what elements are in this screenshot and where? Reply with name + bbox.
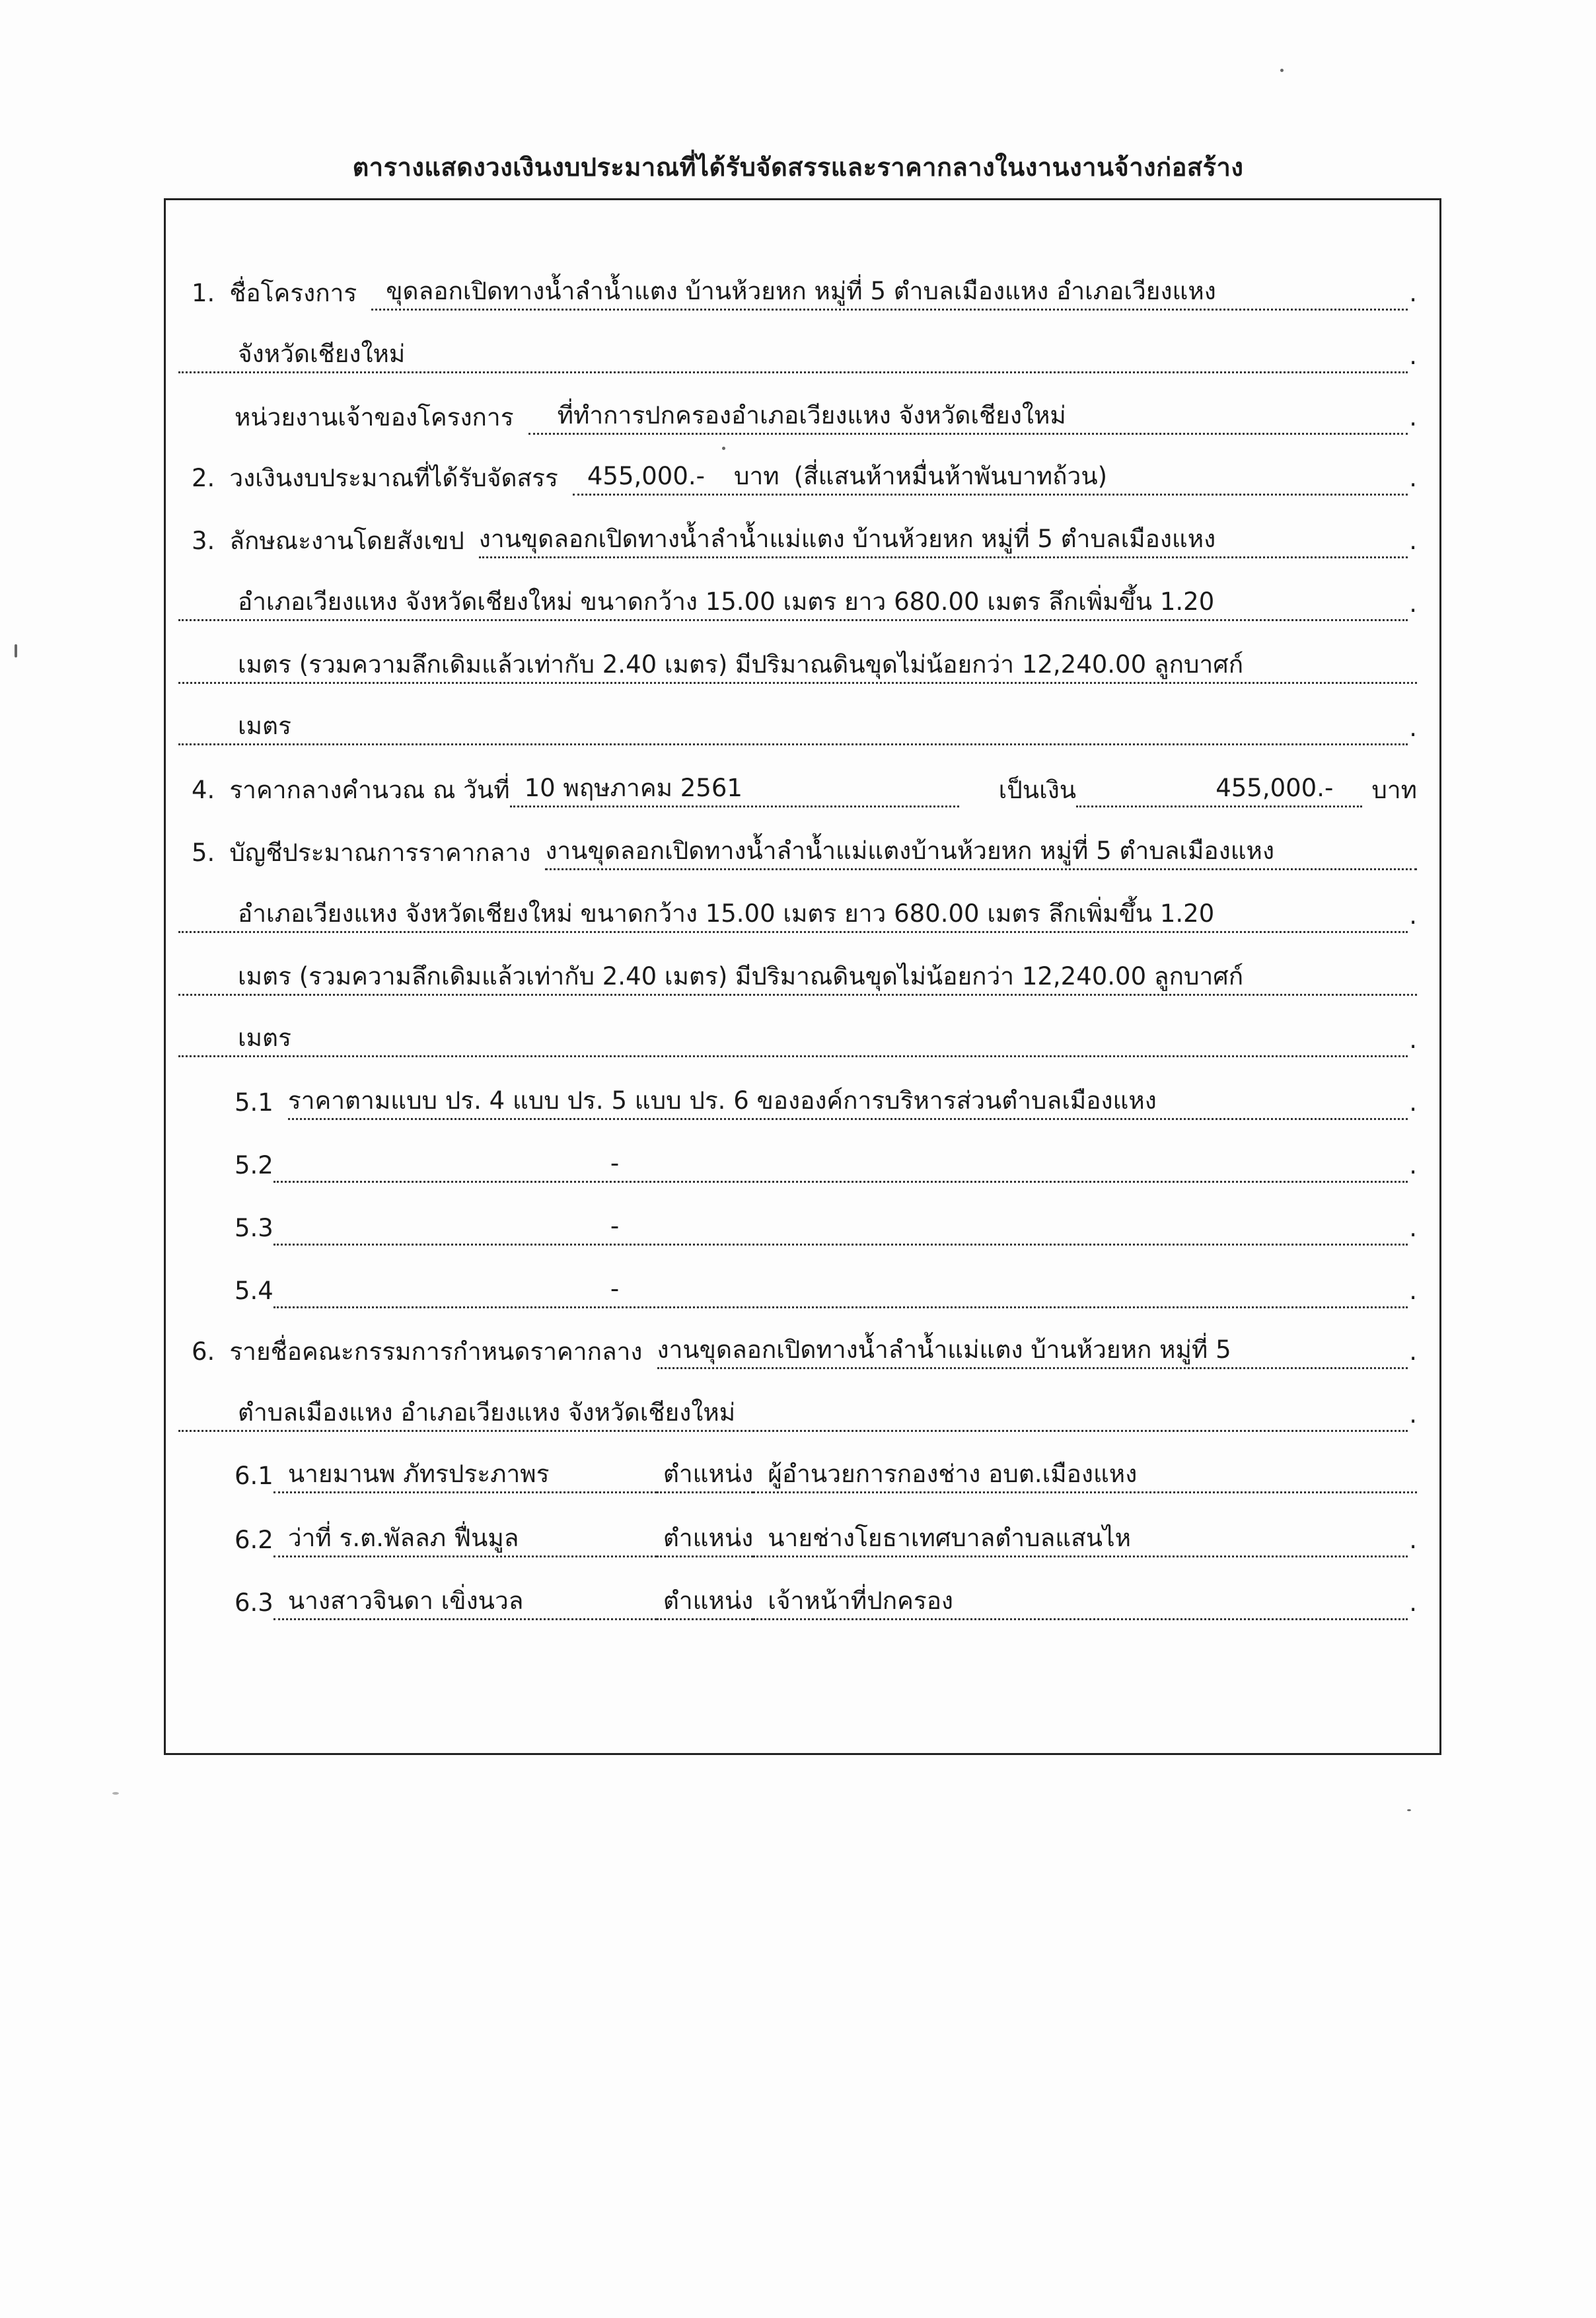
sub-text: -: [273, 1275, 1408, 1308]
budget-words: (สี่แสนห้าหมื่นห้าพันบาทถ้วน): [793, 462, 1108, 491]
item-label: ชื่อโครงการ: [229, 279, 357, 308]
item-number: 4.: [192, 776, 215, 805]
end-mark: .: [1409, 714, 1417, 743]
item3-line2: [178, 581, 1417, 621]
budget-value: [573, 463, 1408, 496]
scope-line2: อำเภอเวียงแหง จังหวัดเชียงใหม่ ขนาดกว้าง 15.00 เมตร ยาว 680.00 เมตร ลึกเพิ่มขึ้น 1.20: [178, 588, 1408, 621]
member-row: [235, 1581, 1417, 1620]
item1-owner: [235, 395, 1417, 435]
member-position-label: ตำแหน่ง: [657, 1524, 753, 1557]
sub-number: 5.2: [235, 1151, 273, 1180]
estimate-line3: เมตร (รวมความลึกเดิมแล้วเท่ากับ 2.40 เมตร) มีปริมาณดินขุดไม่น้อยกว่า 12,240.00 ลูกบาศก์: [178, 963, 1417, 996]
item-label: รายชื่อคณะกรรมการกำหนดราคากลาง: [229, 1337, 643, 1366]
reference-amount: 455,000.-: [1076, 774, 1362, 807]
item1-line1: [192, 271, 1417, 311]
item-label: บัญชีประมาณการราคากลาง: [229, 839, 531, 868]
budget-unit: บาท: [734, 462, 780, 491]
member-position: นายช่างโยธาเทศบาลตำบลแสนไห: [753, 1524, 1408, 1557]
item5-sub3: [235, 1206, 1417, 1246]
committee-line2: ตำบลเมืองแหง อำเภอเวียงแหง จังหวัดเชียงใหม่: [178, 1399, 1408, 1432]
member-position-label: ตำแหน่ง: [657, 1587, 753, 1620]
item5-sub4: [235, 1269, 1417, 1308]
item-label: ราคากลางคำนวณ ณ วันที่: [229, 776, 510, 805]
page-title: ตารางแสดงวงเงินงบประมาณที่ได้รับจัดสรรและราคากลางในงานงานจ้างก่อสร้าง: [352, 153, 1244, 182]
end-mark: .: [1409, 1400, 1417, 1429]
scan-speck: [15, 644, 17, 657]
end-mark: .: [1409, 1589, 1417, 1618]
member-name: นางสาวจินดา เขิ่งนวล: [273, 1587, 657, 1620]
item6-line2: [178, 1392, 1417, 1432]
project-name-line1: ขุดลอกเปิดทางน้ำลำน้ำแตง บ้านห้วยหก หมู่ที่ 5 ตำบลเมืองแหง อำเภอเวียงแหง: [371, 278, 1408, 311]
item3-line1: [192, 519, 1417, 558]
end-mark: .: [1409, 1526, 1417, 1555]
member-number: 6.3: [235, 1589, 273, 1618]
end-mark: .: [1409, 527, 1417, 556]
end-mark: .: [1409, 1026, 1417, 1055]
item-number: 2.: [192, 464, 215, 493]
item5-sub1: [235, 1080, 1417, 1120]
item5-line3: [178, 956, 1417, 996]
member-name: ว่าที่ ร.ต.พัลลภ ฟื่นมูล: [273, 1524, 657, 1557]
item1-line2: [178, 334, 1417, 373]
scan-speck: [112, 1792, 119, 1795]
item-number: 5.: [192, 839, 215, 868]
end-mark: .: [1409, 279, 1417, 308]
scope-line1: งานขุดลอกเปิดทางน้ำลำน้ำแม่แตง บ้านห้วยหก หมู่ที่ 5 ตำบลเมืองแหง: [479, 525, 1408, 558]
project-name-line2: จังหวัดเชียงใหม่: [178, 340, 1408, 373]
item4-line: [192, 768, 1417, 807]
sub-text: -: [273, 1150, 1408, 1183]
end-mark: .: [1409, 1337, 1417, 1366]
end-mark: .: [1409, 1151, 1417, 1180]
end-mark: .: [1409, 1088, 1417, 1117]
member-row: [235, 1518, 1417, 1557]
scan-speck: [722, 447, 725, 450]
sub-number: 5.3: [235, 1214, 273, 1243]
item-number: 6.: [192, 1337, 215, 1366]
sub-text: ราคาตามแบบ ปร. 4 แบบ ปร. 5 แบบ ปร. 6 ขององค์การบริหารส่วนตำบลเมืองแหง: [288, 1087, 1408, 1120]
scope-line4: เมตร: [178, 712, 1408, 745]
end-mark: .: [1409, 1214, 1417, 1243]
owner-value: ที่ทำการปกครองอำเภอเวียงแหง จังหวัดเชียงใหม่: [528, 402, 1408, 435]
end-mark: .: [1409, 1277, 1417, 1306]
estimate-line1: งานขุดลอกเปิดทางน้ำลำน้ำแม่แตงบ้านห้วยหก หมู่ที่ 5 ตำบลเมืองแหง: [545, 837, 1417, 870]
scan-speck: [1407, 1809, 1411, 1811]
member-position-label: ตำแหน่ง: [657, 1460, 753, 1493]
member-position: ผู้อำนวยการกองช่าง อบต.เมืองแหง: [753, 1460, 1417, 1493]
member-name: นายมานพ ภัทรประภาพร: [273, 1460, 657, 1493]
sub-number: 5.4: [235, 1277, 273, 1306]
item5-line2: [178, 893, 1417, 933]
item-number: 1.: [192, 279, 215, 308]
item2-line: [192, 456, 1417, 496]
member-number: 6.2: [235, 1526, 273, 1555]
estimate-line4: เมตร: [178, 1024, 1408, 1057]
sub-text: -: [273, 1213, 1408, 1246]
item-label: ลักษณะงานโดยสังเขป: [229, 527, 464, 556]
item3-line3: [178, 644, 1417, 684]
end-mark: .: [1409, 464, 1417, 493]
estimate-line2: อำเภอเวียงแหง จังหวัดเชียงใหม่ ขนาดกว้าง 15.00 เมตร ยาว 680.00 เมตร ลึกเพิ่มขึ้น 1.20: [178, 900, 1408, 933]
scope-line3: เมตร (รวมความลึกเดิมแล้วเท่ากับ 2.40 เมตร) มีปริมาณดินขุดไม่น้อยกว่า 12,240.00 ลูกบาศก์: [178, 651, 1417, 684]
budget-amount: 455,000.-: [587, 462, 705, 491]
end-mark: .: [1409, 403, 1417, 432]
member-row: [235, 1454, 1417, 1493]
item6-line1: [192, 1329, 1417, 1369]
owner-label: หน่วยงานเจ้าของโครงการ: [235, 403, 514, 432]
amount-unit: บาท: [1371, 776, 1417, 805]
sub-number: 5.1: [235, 1088, 273, 1117]
item5-sub2: [235, 1143, 1417, 1183]
committee-line1: งานขุดลอกเปิดทางน้ำลำน้ำแม่แตง บ้านห้วยหก หมู่ที่ 5: [657, 1336, 1408, 1369]
item-label: วงเงินงบประมาณที่ได้รับจัดสรร: [229, 464, 558, 493]
scan-speck: [1280, 69, 1284, 72]
money-label: เป็นเงิน: [998, 776, 1077, 805]
end-mark: .: [1409, 901, 1417, 930]
item-number: 3.: [192, 527, 215, 556]
item5-line4: [178, 1018, 1417, 1057]
end-mark: .: [1409, 589, 1417, 618]
end-mark: .: [1409, 342, 1417, 371]
item5-line1: [192, 831, 1417, 870]
member-position: เจ้าหน้าที่ปกครอง: [753, 1587, 1408, 1620]
reference-date: 10 พฤษภาคม 2561: [510, 774, 959, 807]
item3-line4: [178, 706, 1417, 745]
member-number: 6.1: [235, 1462, 273, 1491]
